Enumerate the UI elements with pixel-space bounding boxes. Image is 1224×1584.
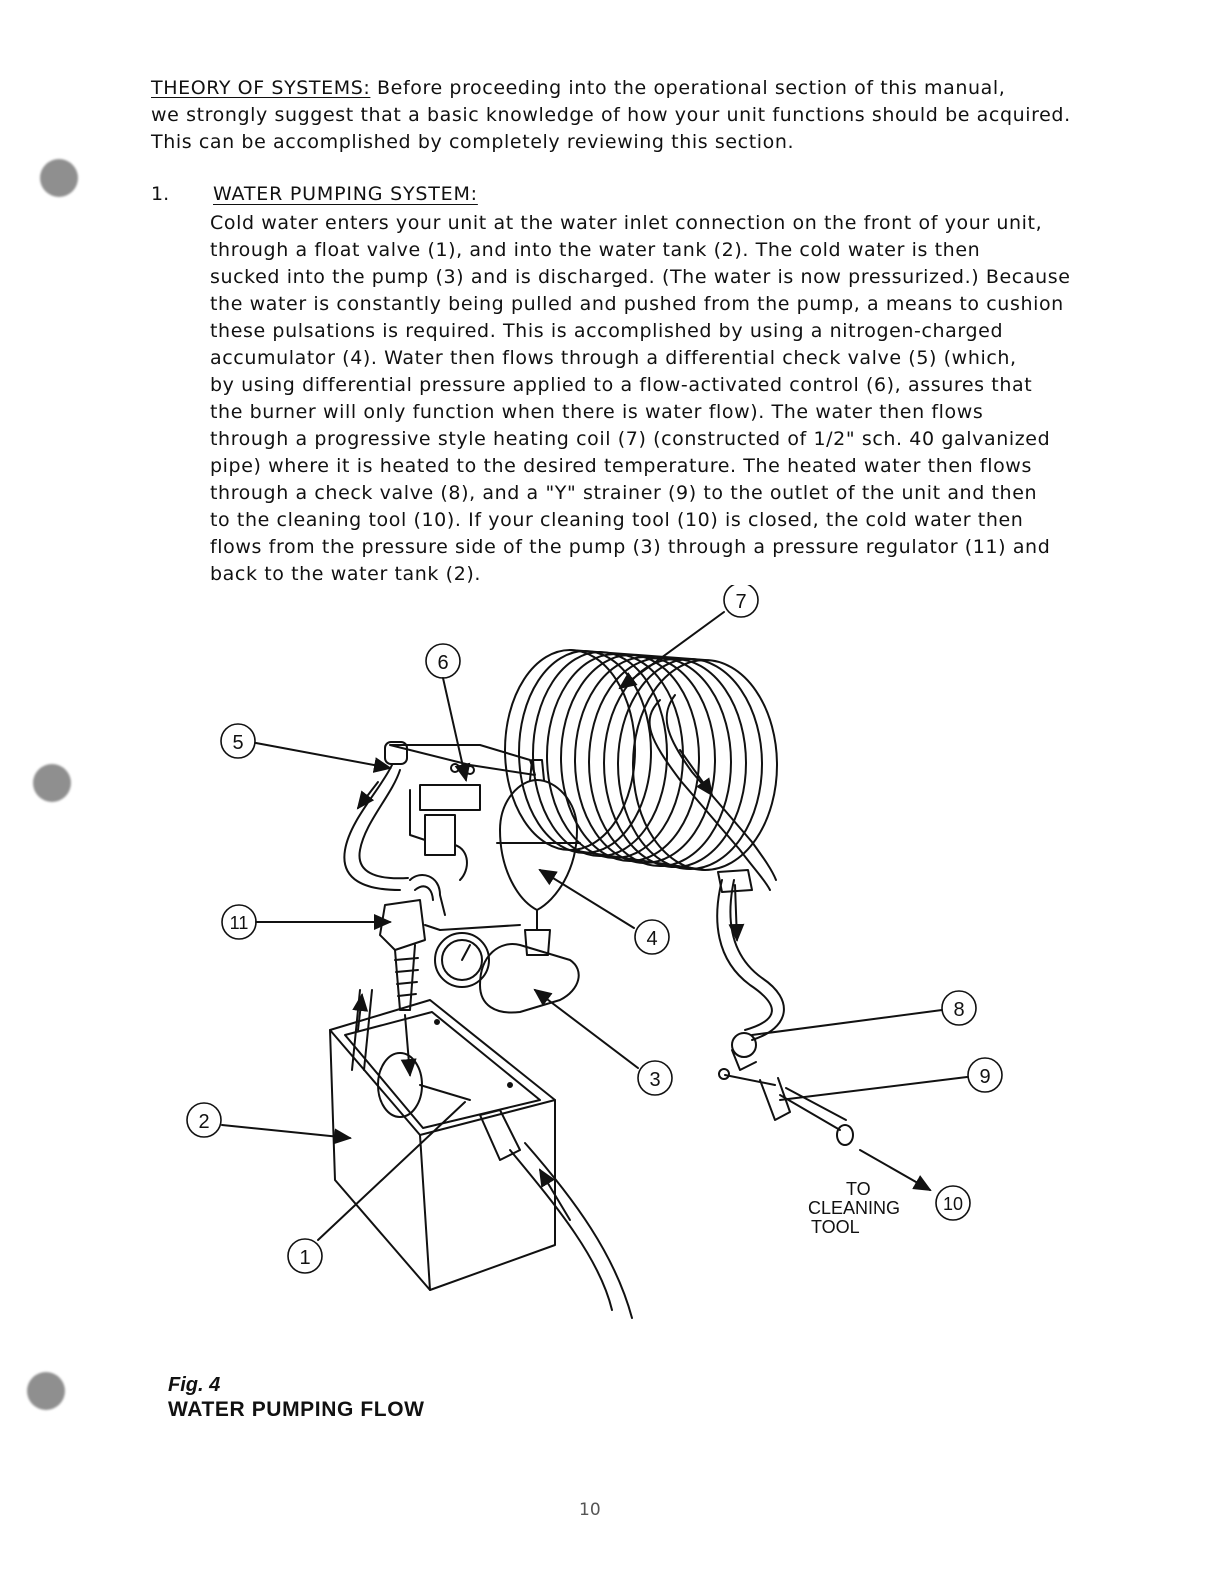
intro-heading: THEORY OF SYSTEMS: <box>151 77 371 99</box>
callout-5: 5 <box>232 732 244 754</box>
callout-6: 6 <box>437 652 449 674</box>
body-line: Cold water enters your unit at the water inlet connection on the front of your unit, <box>210 212 1043 234</box>
body-line: to the cleaning tool (10). If your cleaning tool (10) is closed, the cold water then <box>210 509 1024 531</box>
intro-paragraph <box>151 75 1111 156</box>
callout-3: 3 <box>649 1069 661 1091</box>
label-to: TO <box>846 1179 871 1199</box>
heating-coil <box>505 650 777 890</box>
binder-hole-bottom <box>27 1372 65 1410</box>
body-line: through a progressive style heating coil (7) (constructed of 1/2" sch. 40 galvanized <box>210 428 1051 450</box>
figure-title: WATER PUMPING FLOW <box>168 1398 425 1421</box>
water-tank <box>330 1000 555 1290</box>
body-line: the burner will only function when there is water flow). The water then flows <box>210 401 984 423</box>
body-line: through a check valve (8), and a "Y" strainer (9) to the outlet of the unit and then <box>210 482 1038 504</box>
page-number: 10 <box>579 1500 601 1520</box>
section-title: WATER PUMPING SYSTEM: <box>213 183 478 205</box>
body-line: through a float valve (1), and into the water tank (2). The cold water is then <box>210 239 981 261</box>
callout-9: 9 <box>979 1066 991 1088</box>
binder-hole-top <box>40 159 78 197</box>
bypass-hose <box>344 765 408 890</box>
callout-8: 8 <box>953 999 965 1021</box>
section-body <box>210 210 1100 588</box>
intro-line-2: we strongly suggest that a basic knowledge of how your unit functions should be acquired. <box>151 104 1071 126</box>
intro-line-1: Before proceeding into the operational section of this manual, <box>377 77 1006 99</box>
body-line: sucked into the pump (3) and is discharged. (The water is now pressurized.) Because <box>210 266 1071 288</box>
body-line: the water is constantly being pulled and pushed from the pump, a means to cushion <box>210 293 1064 315</box>
check-valve-and-strainer <box>719 1033 853 1145</box>
body-line: accumulator (4). Water then flows through a differential check valve (5) (which, <box>210 347 1017 369</box>
body-line: back to the water tank (2). <box>210 563 482 585</box>
diagram-drawing <box>170 585 1050 1345</box>
pressure-regulator <box>352 875 445 1075</box>
callout-4: 4 <box>646 928 658 950</box>
binder-hole-middle <box>33 764 71 802</box>
body-line: pipe) where it is heated to the desired temperature. The heated water then flows <box>210 455 1032 477</box>
section-number: 1. <box>151 183 170 205</box>
differential-valve-and-flow-control <box>385 742 535 880</box>
callout-2: 2 <box>198 1111 210 1133</box>
pump <box>435 925 579 1013</box>
outlet-hose <box>717 870 784 1040</box>
callout-10: 10 <box>942 1194 964 1214</box>
callout-7: 7 <box>735 591 747 613</box>
intro-line-3: This can be accomplished by completely reviewing this section. <box>151 131 795 153</box>
water-pumping-diagram <box>170 585 1050 1345</box>
figure-number: Fig. 4 <box>168 1374 221 1396</box>
callout-1: 1 <box>299 1247 311 1269</box>
body-line: these pulsations is required. This is accomplished by using a nitrogen-charged <box>210 320 1004 342</box>
body-line: by using differential pressure applied to a flow-activated control (6), assures that <box>210 374 1033 396</box>
label-tool: TOOL <box>811 1217 860 1237</box>
label-cleaning: CLEANING <box>808 1198 901 1218</box>
callout-11: 11 <box>229 913 249 933</box>
body-line: flows from the pressure side of the pump (3) through a pressure regulator (11) and <box>210 536 1051 558</box>
cleaning-tool-label <box>808 1179 900 1237</box>
